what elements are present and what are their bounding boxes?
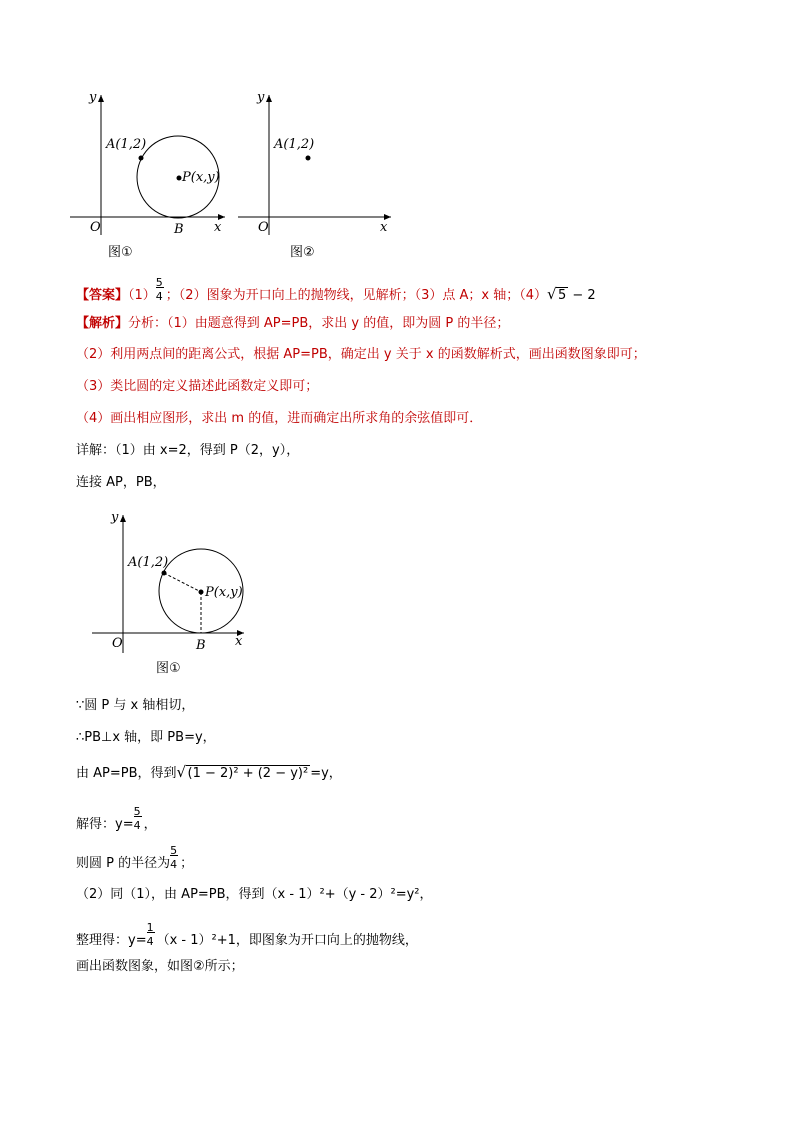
fig1-y-label: y [89, 90, 97, 105]
detail-5-text: 由 AP=PB，得到 [76, 766, 177, 781]
answer-line [76, 276, 596, 305]
detail-9-fraction: $\frac{1}{4}$ [146, 921, 154, 948]
distance-sqrt: √ (1 − 2)² + (2 − y)² [176, 763, 309, 781]
analysis-text-1: 分析：（1）由题意得到 AP=PB，求出 y 的值，即为圆 P 的半径； [128, 316, 510, 331]
fig1-p-label: P(x,y) [182, 170, 220, 185]
detail-line-3: ∵圆 P 与 x 轴相切， [76, 698, 195, 713]
detail-line-7 [76, 844, 194, 873]
fig3-a-label: A(1,2) [128, 555, 169, 570]
figure-2 [238, 90, 398, 260]
detail-7-fraction: $\frac{5}{4}$ [170, 844, 178, 871]
answer-part1: （1） [128, 288, 156, 303]
fig1-b-label: B [174, 222, 184, 237]
fig1-a-label: A(1,2) [106, 137, 147, 152]
fig2-o-label: O [258, 220, 269, 235]
fig2-a-label: A(1,2) [274, 137, 315, 152]
fig2-x-label: x [380, 220, 388, 235]
fig2-y-label: y [257, 90, 265, 105]
detail-6-text: 解得：y= [76, 817, 134, 832]
fig2-caption: 图② [290, 245, 315, 260]
answer-minus2: − 2 [568, 288, 596, 303]
fig3-b-label: B [196, 638, 206, 653]
fig3-x-label: x [235, 634, 243, 649]
detail-7-end: ； [180, 856, 194, 871]
answer-sqrt: √ 5 [546, 285, 567, 303]
fig3-caption: 图① [156, 661, 181, 676]
analysis-line-1 [76, 315, 509, 333]
detail-line-8: （2）同（1），由 AP=PB，得到（x - 1）²+（y - 2）²=y²， [76, 887, 433, 902]
detail-line-1: 详解：（1）由 x=2，得到 P（2，y）， [76, 443, 300, 458]
fig1-o-label: O [90, 220, 101, 235]
detail-line-2: 连接 AP，PB， [76, 475, 166, 490]
fig1-x-label: x [214, 220, 222, 235]
fig3-y-label: y [111, 510, 119, 525]
detail-6-fraction: $\frac{5}{4}$ [133, 805, 141, 832]
analysis-line-3: （3）类比圆的定义描述此函数定义即可； [76, 379, 319, 394]
fig3-o-label: O [112, 636, 123, 651]
detail-9-end: （x - 1）²+1，即图象为开口向上的抛物线， [156, 933, 418, 948]
answer-fraction: $\frac{5}{4}$ [155, 276, 163, 303]
analysis-line-4: （4）画出相应图形，求出 m 的值，进而确定出所求角的余弦值即可． [76, 411, 483, 426]
detail-6-end: ， [143, 817, 157, 832]
detail-5-end: =y， [310, 766, 342, 781]
answer-part2: ；（2）图象为开口向上的抛物线，见解析；（3）点 A；x 轴；（4） [165, 288, 547, 303]
fig1-caption: 图① [108, 245, 133, 260]
detail-7-text: 则圆 P 的半径为 [76, 856, 171, 871]
detail-line-9 [76, 921, 418, 950]
analysis-line-2: （2）利用两点间的距离公式，根据 AP=PB，确定出 y 关于 x 的函数解析式，画出函数图象即可； [76, 347, 646, 362]
figure-3 [92, 510, 252, 676]
fig3-p-label: P(x,y) [205, 585, 243, 600]
answer-tag: 【答案】 [76, 288, 129, 303]
detail-line-10: 画出函数图象，如图②所示； [76, 959, 244, 974]
detail-line-6 [76, 805, 157, 834]
detail-line-5 [76, 765, 342, 783]
figure-1 [70, 90, 230, 260]
detail-line-4: ∴PB⊥x 轴，即 PB=y， [76, 730, 216, 745]
analysis-tag: 【解析】 [76, 316, 129, 331]
detail-9-text: 整理得：y= [76, 933, 147, 948]
